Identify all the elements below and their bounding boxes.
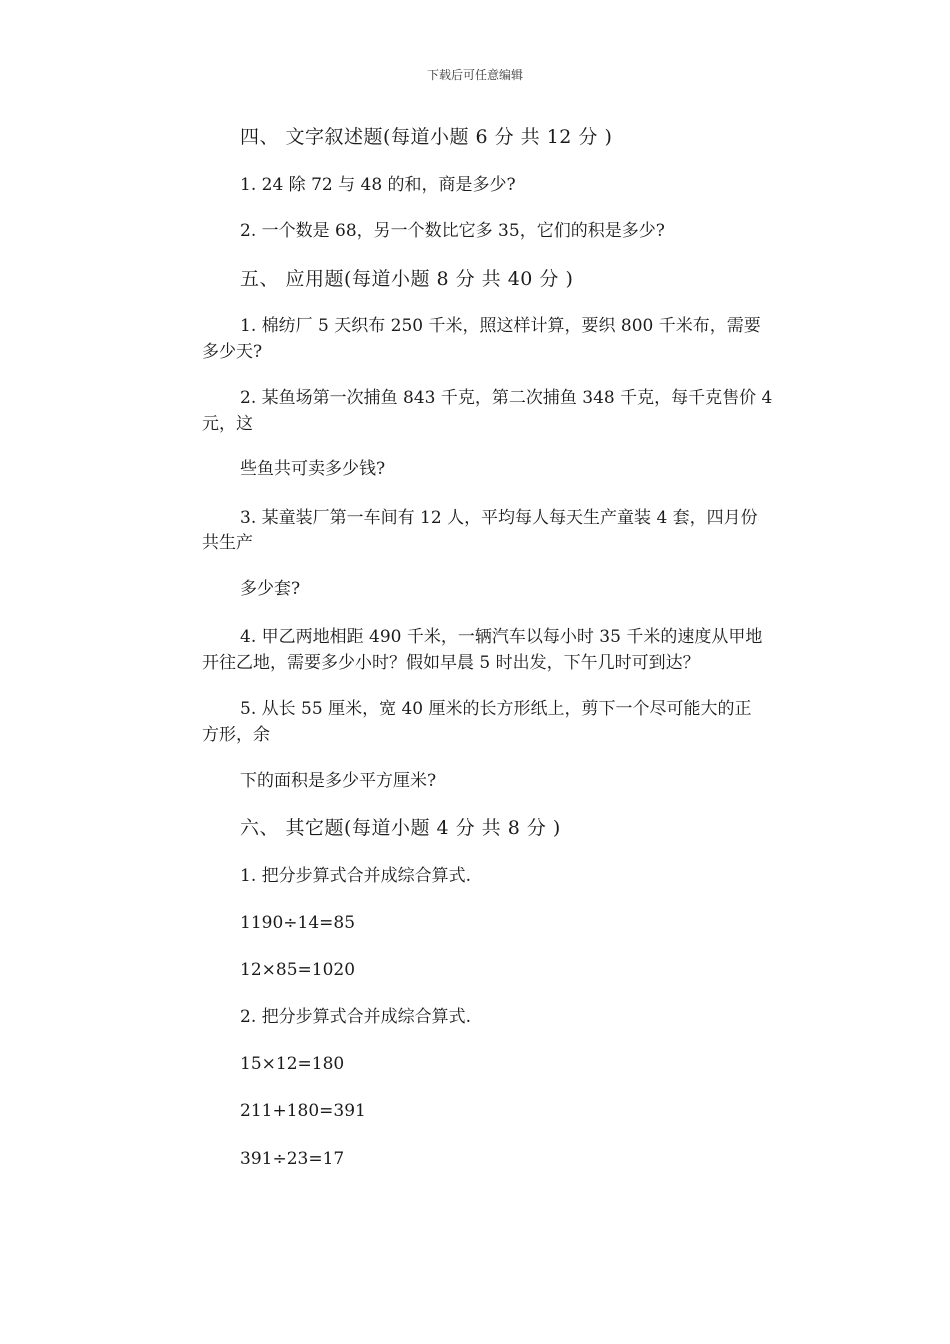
section-5-question-2-line-1: 2. 某鱼场第一次捕鱼 843 千克，第二次捕鱼 348 千克，每千克售价 4 bbox=[240, 388, 773, 408]
section-5-question-3-line-3: 多少套? bbox=[240, 579, 301, 599]
section-5-question-1-line-1: 1. 棉纺厂 5 天织布 250 千米，照这样计算，要织 800 千米布，需要 bbox=[240, 316, 761, 336]
section-6-heading: 六、 其它题(每道小题 4 分 共 8 分 ) bbox=[240, 817, 561, 839]
section-5-question-1-line-2: 多少天? bbox=[202, 342, 263, 362]
section-5-question-3-line-1: 3. 某童装厂第一车间有 12 人，平均每人每天生产童装 4 套，四月份 bbox=[240, 508, 758, 528]
section-5-question-3-line-2: 共生产 bbox=[202, 533, 253, 553]
page-header: 下载后可任意编辑 bbox=[426, 68, 523, 82]
section-5-question-2-line-3: 些鱼共可卖多少钱? bbox=[240, 459, 386, 479]
section-6-question-1-expression-1: 1190÷14=85 bbox=[240, 913, 356, 933]
section-6-question-1-expression-2: 12×85=1020 bbox=[240, 960, 356, 980]
section-6-question-2-expression-1: 15×12=180 bbox=[240, 1054, 345, 1074]
section-5-question-5-line-1: 5. 从长 55 厘米，宽 40 厘米的长方形纸上，剪下一个尽可能大的正 bbox=[240, 699, 752, 719]
section-5-question-4-line-2: 开往乙地，需要多少小时？假如早晨 5 时出发，下午几时可到达？ bbox=[202, 653, 700, 673]
section-4-question-2: 2. 一个数是 68，另一个数比它多 35，它们的积是多少? bbox=[240, 221, 665, 241]
section-5-question-2-line-2: 元，这 bbox=[202, 414, 253, 434]
section-6-question-2-expression-3: 391÷23=17 bbox=[240, 1149, 345, 1169]
section-6-question-2: 2. 把分步算式合并成综合算式. bbox=[240, 1007, 472, 1027]
section-6-question-2-expression-2: 211+180=391 bbox=[240, 1101, 366, 1121]
section-5-heading: 五、 应用题(每道小题 8 分 共 40 分 ) bbox=[240, 268, 574, 290]
section-5-question-5-line-2: 方形，余 bbox=[202, 725, 270, 745]
section-4-question-1: 1. 24 除 72 与 48 的和，商是多少? bbox=[240, 175, 516, 195]
section-5-question-4-line-1: 4. 甲乙两地相距 490 千米，一辆汽车以每小时 35 千米的速度从甲地 bbox=[240, 627, 763, 647]
section-4-heading: 四、 文字叙述题(每道小题 6 分 共 12 分 ) bbox=[240, 126, 613, 148]
section-5-question-5-line-3: 下的面积是多少平方厘米? bbox=[240, 771, 437, 791]
section-6-question-1: 1. 把分步算式合并成综合算式. bbox=[240, 866, 472, 886]
